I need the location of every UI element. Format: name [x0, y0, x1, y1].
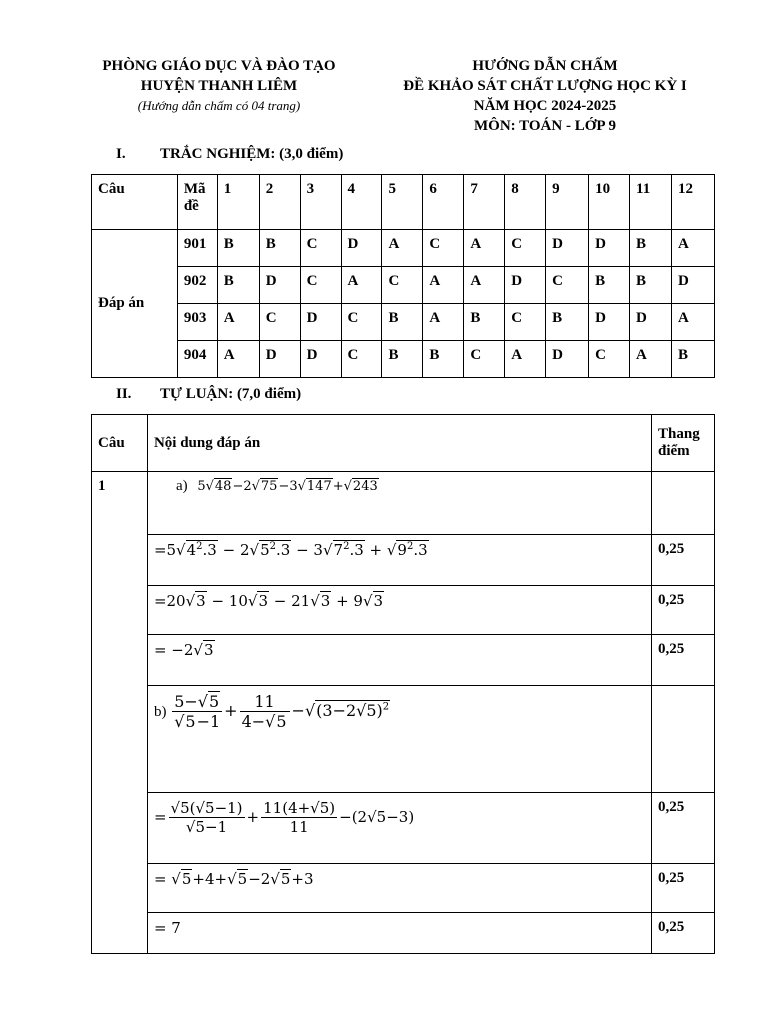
essay-row: [92, 472, 715, 535]
mc-answer-row: [92, 230, 715, 267]
subject: MÔN: TOÁN - LỚP 9: [474, 118, 616, 134]
answer-cell: A: [505, 341, 546, 378]
answer-cell: D: [259, 267, 300, 304]
answer-cell: B: [671, 341, 714, 378]
score-cell: 0,25: [652, 864, 715, 913]
multiple-choice-table: [91, 174, 715, 378]
step-b2-expression: = √5+4+√5−2√5+3: [153, 870, 314, 888]
answer-cell: B: [423, 341, 464, 378]
doc-title: HƯỚNG DẪN CHẤM: [472, 58, 618, 74]
step-a3-expression: = −2√3: [153, 641, 214, 659]
mc-answer-row: [92, 267, 715, 304]
part-b-label: b): [153, 704, 167, 720]
mc-question-header: 6: [423, 175, 464, 230]
part-a-problem: [147, 472, 651, 535]
essay-row: [92, 864, 715, 913]
answer-cell: D: [589, 304, 630, 341]
answer-cell: D: [300, 341, 341, 378]
part-a-label: a): [175, 478, 188, 494]
step-b3-expression: = 7: [153, 919, 181, 937]
answer-cell: A: [630, 341, 672, 378]
header-left: [74, 56, 364, 116]
answer-cell: C: [300, 267, 341, 304]
exam-code: 901: [177, 230, 217, 267]
section-1-number: I.: [116, 146, 126, 162]
section-2-heading: [116, 386, 301, 403]
mc-question-header: 10: [589, 175, 630, 230]
answer-cell: A: [423, 267, 464, 304]
answer-cell: A: [464, 267, 505, 304]
mc-col-made: Mã đề: [177, 175, 217, 230]
answer-cell: C: [505, 304, 546, 341]
mc-question-header: 7: [464, 175, 505, 230]
mc-answer-row: [92, 341, 715, 378]
answer-cell: D: [630, 304, 672, 341]
step-a2: [147, 586, 651, 635]
score-cell: 0,25: [652, 793, 715, 864]
answer-cell: B: [217, 267, 259, 304]
answer-cell: D: [259, 341, 300, 378]
mc-question-header: 11: [630, 175, 672, 230]
score-cell: [652, 686, 715, 793]
answer-cell: C: [423, 230, 464, 267]
step-a1-expression: $=5√4^2.3 - 2√5^2.3 - 3√7^2.3 + √9^2.3$: [153, 541, 428, 559]
department-name: PHÒNG GIÁO DỤC VÀ ĐÀO TẠO: [102, 58, 336, 74]
answer-cell: C: [259, 304, 300, 341]
page-count-note: (Hướng dẫn chấm có 04 trang): [137, 98, 301, 113]
answer-cell: D: [589, 230, 630, 267]
essay-row: [92, 635, 715, 686]
mc-question-header: 2: [259, 175, 300, 230]
mc-question-header: 1: [217, 175, 259, 230]
answer-cell: B: [382, 304, 423, 341]
step-b2: [147, 864, 651, 913]
exam-title: ĐỀ KHẢO SÁT CHẤT LƯỢNG HỌC KỲ I: [403, 78, 687, 94]
part-a-expression: 5√48−2√75−3√147+√243: [197, 479, 378, 494]
mc-question-header: 9: [546, 175, 589, 230]
answer-cell: A: [382, 230, 423, 267]
answer-cell: D: [546, 230, 589, 267]
essay-col-content: Nội dung đáp án: [147, 415, 651, 472]
answer-cell: B: [589, 267, 630, 304]
essay-row: [92, 535, 715, 586]
answer-cell: D: [546, 341, 589, 378]
district-name: HUYỆN THANH LIÊM: [140, 78, 298, 94]
essay-table: [91, 414, 715, 954]
answer-cell: B: [546, 304, 589, 341]
section-1-heading: [116, 146, 343, 163]
mc-header-row: [92, 175, 715, 230]
answer-cell: C: [546, 267, 589, 304]
answer-cell: A: [671, 230, 714, 267]
exam-code: 903: [177, 304, 217, 341]
school-year: NĂM HỌC 2024-2025: [473, 98, 617, 114]
essay-row: [92, 793, 715, 864]
answer-cell: B: [217, 230, 259, 267]
step-b1-expression: = $\frac{√5(√5-1)}{√5-1}$ + $\frac{11(4+√5)}{11}$ −(2√5−3): [153, 799, 415, 836]
step-a3: [147, 635, 651, 686]
exam-code: 902: [177, 267, 217, 304]
step-a1: [147, 535, 651, 586]
essay-row: [92, 913, 715, 954]
answer-cell: B: [382, 341, 423, 378]
mc-col-cau: Câu: [92, 175, 178, 230]
answer-cell: C: [341, 304, 382, 341]
score-cell: 0,25: [652, 635, 715, 686]
answer-cell: D: [341, 230, 382, 267]
answer-cell: A: [341, 267, 382, 304]
essay-col-cau: Câu: [92, 415, 148, 472]
score-cell: [652, 472, 715, 535]
section-1-title: TRẮC NGHIỆM: (3,0 điểm): [160, 146, 344, 162]
answer-cell: A: [423, 304, 464, 341]
answer-cell: D: [671, 267, 714, 304]
score-cell: 0,25: [652, 913, 715, 954]
score-cell: 0,25: [652, 586, 715, 635]
part-b-problem: [147, 686, 651, 793]
step-b1: [147, 793, 651, 864]
answer-cell: D: [300, 304, 341, 341]
essay-col-score: Thang điểm: [652, 415, 715, 472]
header-right: [380, 56, 710, 136]
answer-cell: C: [341, 341, 382, 378]
question-number: 1: [92, 472, 148, 954]
mc-question-header: 12: [671, 175, 714, 230]
step-a2-expression: =20√3 − 10√3 − 21√3 + 9√3: [153, 592, 384, 610]
mc-question-header: 8: [505, 175, 546, 230]
answer-cell: B: [630, 230, 672, 267]
answer-cell: B: [630, 267, 672, 304]
mc-question-header: 4: [341, 175, 382, 230]
answer-cell: C: [300, 230, 341, 267]
part-b-expression: $\frac{5-√5}{√5-1}$ + $\frac{11}{4-√5}$ $-√(3-2√5)^2$: [174, 692, 390, 731]
mc-answer-label: Đáp án: [92, 230, 178, 378]
step-b3: [147, 913, 651, 954]
essay-row: [92, 686, 715, 793]
answer-cell: C: [505, 230, 546, 267]
answer-cell: A: [217, 304, 259, 341]
mc-question-header: 3: [300, 175, 341, 230]
answer-cell: C: [589, 341, 630, 378]
section-2-title: TỰ LUẬN: (7,0 điểm): [160, 386, 302, 402]
score-cell: 0,25: [652, 535, 715, 586]
essay-header-row: [92, 415, 715, 472]
answer-cell: A: [217, 341, 259, 378]
answer-cell: D: [505, 267, 546, 304]
mc-answer-row: [92, 304, 715, 341]
answer-cell: C: [382, 267, 423, 304]
mc-question-header: 5: [382, 175, 423, 230]
essay-row: [92, 586, 715, 635]
exam-code: 904: [177, 341, 217, 378]
answer-cell: B: [259, 230, 300, 267]
section-2-number: II.: [116, 386, 132, 402]
answer-cell: A: [464, 230, 505, 267]
answer-cell: A: [671, 304, 714, 341]
answer-cell: B: [464, 304, 505, 341]
answer-cell: C: [464, 341, 505, 378]
